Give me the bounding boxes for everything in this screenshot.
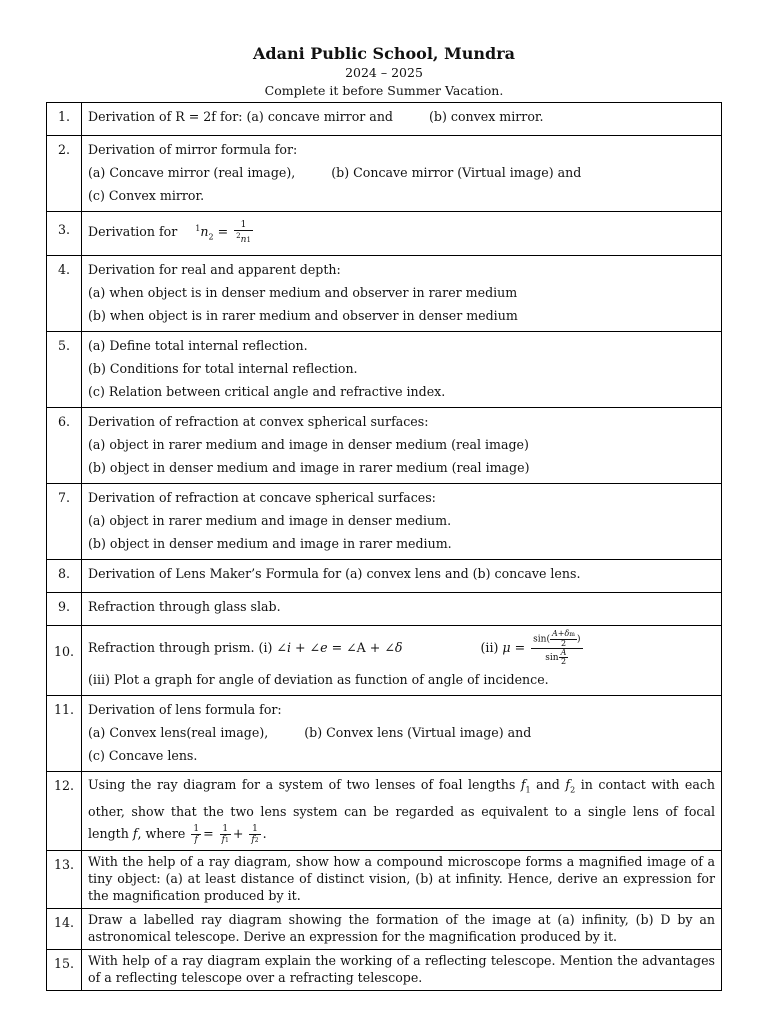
row-number: 9. <box>47 592 82 625</box>
row-text: Using the ray diagram for a system of two lenses of foal lengths $f_1$ and $f_2$ in contact with each other, show that the two lens system can be regarded as equivalent to a single lens of focal length f, where $\frac{1}{f}$ = $\frac{1}{f1}$ + $\frac{1}{f2}$ . <box>82 771 722 850</box>
row-text: (a) Define total internal reflection. (b) Conditions for total internal reflection. (c) Relation between critical angle and refractive index. <box>82 331 722 407</box>
table-row <box>47 255 722 331</box>
row-text: With the help of a ray diagram, show how a compound microscope forms a magnified image of a tiny object: (a) at least distance of distinct vision, (b) at infinity. Hence, derive an expression for the magnification produced by it. <box>82 850 722 908</box>
row-number: 7. <box>47 483 82 559</box>
row-text: Derivation of refraction at concave spherical surfaces: (a) object in rarer medium and image in denser medium. (b) object in denser medium and image in rarer medium. <box>82 483 722 559</box>
row-text: Derivation of mirror formula for: (a) Concave mirror (real image), (b) Concave mirror (Virtual image) and (c) Convex mirror. <box>82 136 722 212</box>
table-row <box>47 407 722 483</box>
row-number: 8. <box>47 559 82 592</box>
lens-combination-formula: $\frac{1}{f}$ = $\frac{1}{f1}$ + $\frac{1}{f2}$ . <box>193 823 267 846</box>
row-number: 1. <box>47 103 82 136</box>
row-text: Derivation of R = 2f for: (a) concave mirror and (b) convex mirror. <box>82 103 722 136</box>
row-text: Derivation of refraction at convex spherical surfaces: (a) object in rarer medium and image in denser medium (real image) (b) object in denser medium and image in rarer medium (real image) <box>82 407 722 483</box>
refractive-index-formula: $^1n_2$ = $\frac{1}{^2n1}$ <box>195 220 251 246</box>
table-row <box>47 695 722 771</box>
row-number: 5. <box>47 331 82 407</box>
table-row <box>47 850 722 908</box>
row-text: Derivation of Lens Maker’s Formula for (a) convex lens and (b) concave lens. <box>82 559 722 592</box>
row-text: Refraction through prism. (i) ∠i + ∠e = ∠A + ∠δ (ii) μ = sin( $\frac{A+\delta m}{2}$ ) sin $\frac{A}{2}$ (iii) Plot a graph for angle of deviation as function of angle of incidence. <box>82 625 722 695</box>
table-row <box>47 559 722 592</box>
document-header <box>0 44 768 100</box>
row-number: 2. <box>47 136 82 212</box>
table-row <box>47 331 722 407</box>
table-row <box>47 625 722 695</box>
academic-year: 2024 – 2025 <box>345 65 423 80</box>
row-number: 15. <box>47 949 82 990</box>
table-row <box>47 592 722 625</box>
row-number: 12. <box>47 771 82 850</box>
row-number: 13. <box>47 850 82 908</box>
school-name: Adani Public School, Mundra <box>252 44 516 63</box>
table-row <box>47 771 722 850</box>
row-text: Draw a labelled ray diagram showing the formation of the image at (a) infinity, (b) D by an astronomical telescope. Derive an expression for the magnification produced by it. <box>82 908 722 949</box>
prism-angle-relation: ∠i + ∠e = <box>276 639 347 655</box>
row-number: 10. <box>47 625 82 695</box>
assignment-table <box>46 102 722 991</box>
row-number: 6. <box>47 407 82 483</box>
prism-refractive-index-formula: μ = sin( $\frac{A+\delta m}{2}$ ) sin $\frac{A}{2}$ <box>502 629 581 667</box>
row-number: 3. <box>47 212 82 256</box>
row-text: Derivation for $^1n_2$ = $\frac{1}{^2n1}$ <box>82 212 722 256</box>
table-row <box>47 949 722 990</box>
table-row <box>47 483 722 559</box>
row-text: With help of a ray diagram explain the working of a reflecting telescope. Mention the advantages of a reflecting telescope over a refracting telescope. <box>82 949 722 990</box>
row-number: 14. <box>47 908 82 949</box>
table-row <box>47 908 722 949</box>
row-text: Derivation for real and apparent depth: (a) when object is in denser medium and observer in rarer medium (b) when object is in rarer medium and observer in denser medium <box>82 255 722 331</box>
table-row <box>47 103 722 136</box>
row-text: Refraction through glass slab. <box>82 592 722 625</box>
row-number: 11. <box>47 695 82 771</box>
table-row <box>47 136 722 212</box>
row-text: Derivation of lens formula for: (a) Convex lens(real image), (b) Convex lens (Virtual image) and (c) Concave lens. <box>82 695 722 771</box>
instruction-note: Complete it before Summer Vacation. <box>264 83 504 98</box>
table-row <box>47 212 722 256</box>
row-number: 4. <box>47 255 82 331</box>
